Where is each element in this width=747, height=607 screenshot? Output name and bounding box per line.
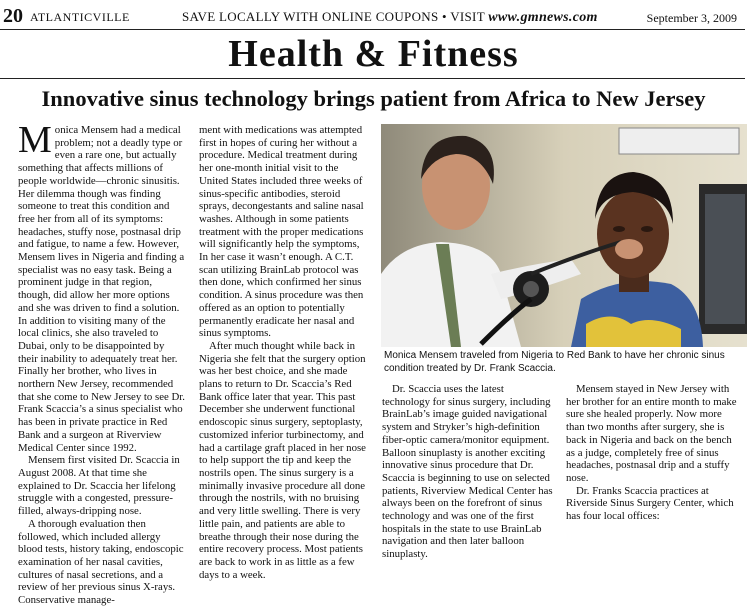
paragraph: Dr. Scaccia uses the latest technology for sinus surgery, including BrainLab’s image guided navigational system and Stryker’s high-definition fiber-optic camera/monitor equipment. Balloon sinuplasty is another exciting innovative sinus procedure that Dr. Scaccia is beginning to use on selected patients, Riverview Medical Center has always been on the forefront of sinus technology and was one of the first hospitals in the state to use BrainLab navigation and then later balloon sinuplasty.	[382, 383, 553, 561]
drop-cap: M	[18, 119, 52, 161]
promo-text: SAVE LOCALLY WITH ONLINE COUPONS • VISIT	[182, 9, 485, 24]
photo-illustration	[381, 124, 747, 347]
issue-date: September 3, 2009	[646, 11, 737, 25]
promo-banner	[182, 9, 598, 26]
promo-site-link[interactable]: www.gmnews.com	[488, 10, 598, 25]
article-photo	[381, 124, 747, 347]
paragraph: ment with medications was attempted first in hopes of curing her without a procedure. Medical treatment during her one-month initial visit to the United States included three weeks of sinus-specific antibodies, steroid sprays, decongestants and saline nasal washes. Although in some patients treatment with the proper medications will significantly help the symptoms, In her case it wasn’t enough. A C.T. scan utilizing BrainLab protocol was then done, which confirmed her sinus condition. A sinus procedure was then offered as an option to potentially permanently eradicate her nasal and sinus symptoms.	[199, 124, 364, 340]
section-title: Health & Fitness	[228, 33, 519, 75]
paragraph: onica Mensem had a medical problem; not a deadly type or even a rare one, but actually something that affects millions of people worldwide—chronic sinusitis. Her dilemma though was finding someone to treat this condition and free her from all of its symptoms: headaches, stuffy nose, postnasal drip and fatigue, to name a few. However, Mensem lives in Nigeria and finding a specialist was no easy task. Being a prominent judge in that region, though, did allow her more options and she was driven to find a solution. In addition to visiting many of the local clinics, she also traveled to Dubai, only to be disappointed by their inability to adequately treat her. Finally her brother, who lives in northern New Jersey, recommended that she come to New Jersey to see Dr. Frank Scaccia’s a sinus specialist who has been in private practice in Red Bank and a surgeon at Riverview Medical Center since 1992.	[18, 124, 186, 454]
paragraph: A thorough evaluation then followed, which included allergy blood tests, history taking, endoscopic examination of her nasal cavities, cultures of nasal secretions, and a review of her previous sinus X-rays. Conservative manage-	[18, 517, 184, 607]
paragraph: Mensem stayed in New Jersey with her brother for an entire month to make sure she healed properly. Now more than two months after surgery, she is back in Nigeria and back on the bench as a judge, completely free of sinus headaches, postnasal drip and a stuffy nose.	[566, 383, 737, 484]
top-rule	[0, 29, 745, 30]
paper-name: ATLANTICVILLE	[30, 10, 130, 24]
section-rule	[0, 78, 745, 79]
article-column-4	[566, 383, 742, 555]
masthead	[0, 4, 747, 28]
article-column-1	[18, 119, 186, 607]
paragraph: After much thought while back in Nigeria she felt that the surgery option was her best choice, and she made plans to return to Dr. Scaccia’s Red Bank office later that year. This past December she underwent functional endoscopic sinus surgery, septoplasty, customized inferior turbinectomy, and had a cartilage graft placed in her nose to help support the tip and keep the nostrils open. The sinus surgery is a minimally invasive procedure all done through the nostrils, with no bruising and very little swelling. There is very little pain, and patients are able to breathe through their nose during the entire recovery process. Most patients are back to work in as little as a few days to a week.	[199, 339, 366, 581]
paragraph: Dr. Franks Scaccia practices at Riverside Sinus Surgery Center, which has four local offices:	[566, 484, 734, 523]
article-column-2	[199, 124, 369, 581]
photo-caption: Monica Mensem traveled from Nigeria to Red Bank to have her chronic sinus condition treated by Dr. Frank Scaccia.	[384, 350, 725, 374]
article-column-3	[382, 383, 554, 561]
paragraph: Mensem first visited Dr. Scaccia in August 2008. At that time she explained to Dr. Scaccia her lifelong struggle with a congested, pressure-filled, always-dripping nose.	[18, 454, 180, 518]
page-number: 20	[3, 5, 23, 27]
article-headline: Innovative sinus technology brings patient from Africa to New Jersey	[41, 86, 706, 111]
